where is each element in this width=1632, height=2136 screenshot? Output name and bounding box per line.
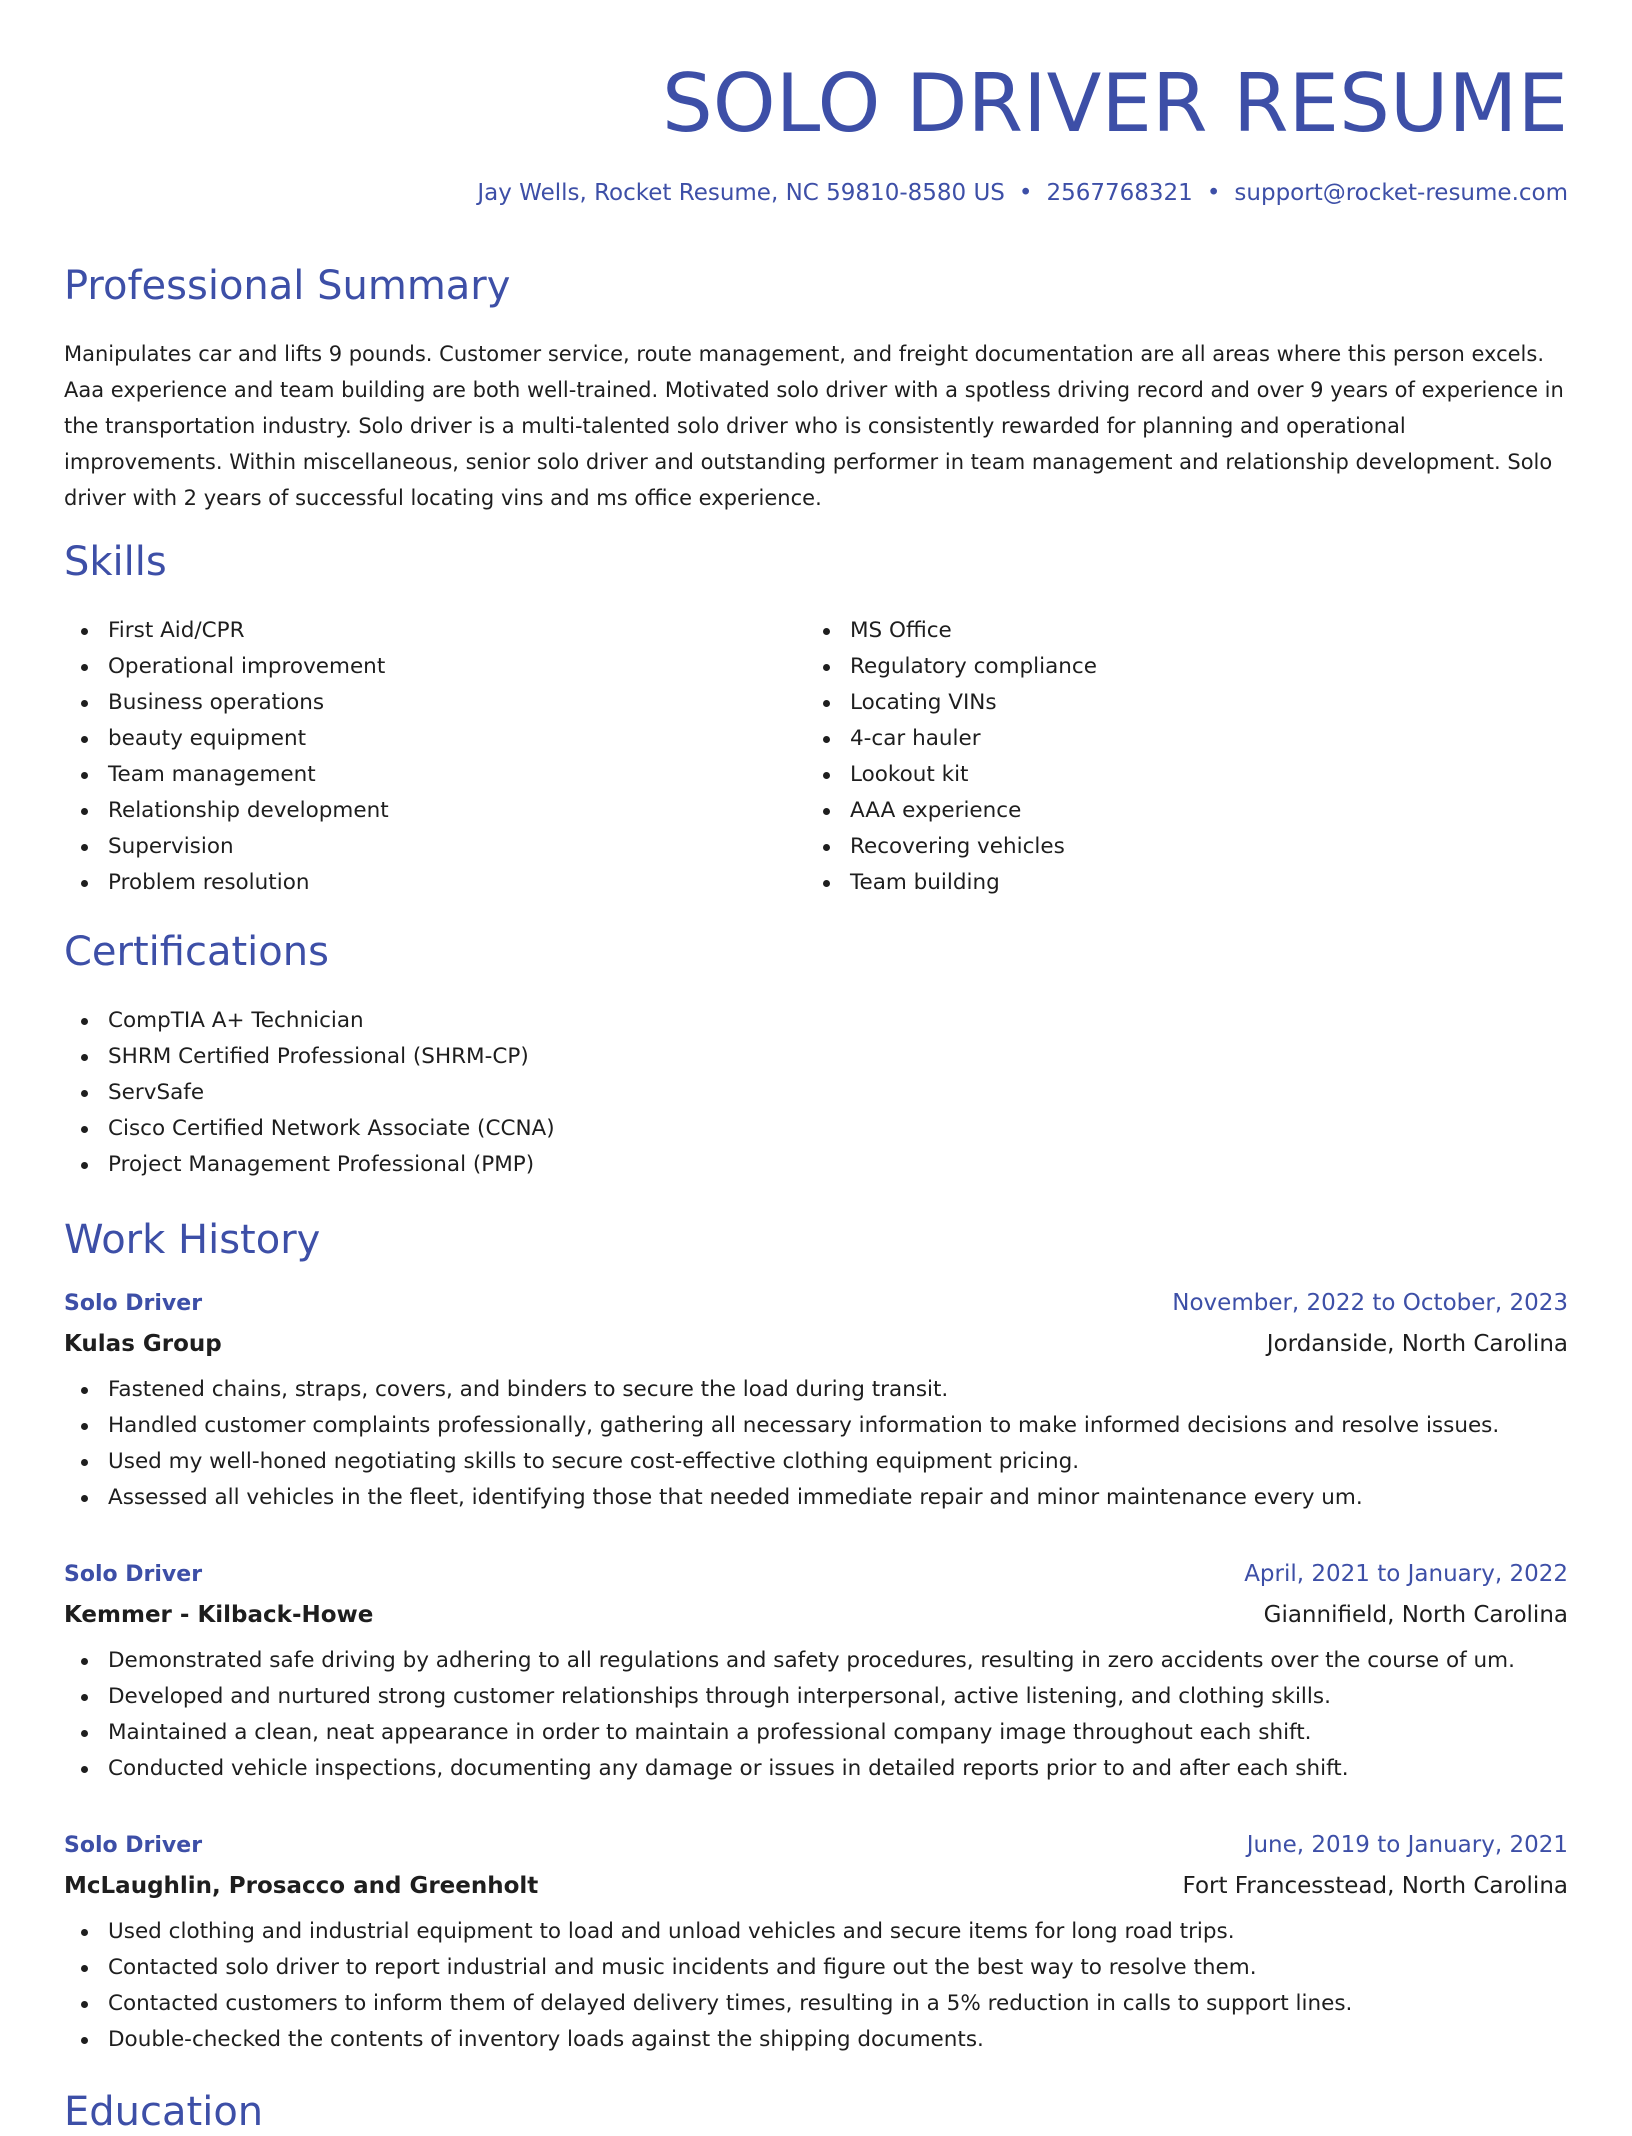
job-location: Fort Francesstead, North Carolina: [1182, 1873, 1568, 1899]
resume-page: [64, 0, 1568, 2135]
job-bullet: Fastened chains, straps, covers, and binders to secure the load during transit.: [64, 1372, 1568, 1408]
job-bullet: Handled customer complaints professionally, gathering all necessary information to make informed decisions and resolve issues.: [64, 1408, 1568, 1444]
job-bullets: [64, 1372, 1568, 1516]
job-bullets: [64, 1914, 1568, 2058]
contact-line: [477, 178, 1568, 208]
job-bullet: Contacted customers to inform them of delayed delivery times, resulting in a 5% reduction in calls to support lines.: [64, 1986, 1568, 2022]
skill-item: Business operations: [64, 685, 389, 721]
resume-title: SOLO DRIVER RESUME: [662, 57, 1568, 150]
skill-item: Regulatory compliance: [806, 649, 1097, 685]
job-bullet: Developed and nurtured strong customer relationships through interpersonal, active listening, and clothing skills.: [64, 1679, 1568, 1715]
job-title: Solo Driver: [64, 1833, 203, 1858]
separator-dot: •: [1018, 180, 1033, 206]
job-dates: November, 2022 to October, 2023: [1172, 1290, 1568, 1316]
job-bullet: Assessed all vehicles in the fleet, identifying those that needed immediate repair and minor maintenance every um.: [64, 1480, 1568, 1516]
job-bullet: Used my well-honed negotiating skills to secure cost-effective clothing equipment pricing.: [64, 1444, 1568, 1480]
job-location: Jordanside, North Carolina: [1266, 1331, 1568, 1357]
skill-item: Recovering vehicles: [806, 829, 1097, 865]
job-dates: April, 2021 to January, 2022: [1244, 1561, 1568, 1587]
summary-text: Manipulates car and lifts 9 pounds. Customer service, route management, and freight documentation are all areas where this person excels. Aaa experience and team building are both well-trained. Motivated solo driver with a spotless driving record and over 9 years of experience in the transportation industry. Solo driver is a multi-talented solo driver who is consistently rewarded for planning and operational improvements. Within miscellaneous, senior solo driver and outstanding performer in team management and relationship development. Solo driver with 2 years of successful locating vins and ms office experience.: [64, 342, 1564, 510]
skill-item: Relationship development: [64, 793, 389, 829]
job-entry: [64, 1554, 1568, 1787]
certifications-heading: Certifications: [64, 929, 329, 975]
job-company: Kemmer - Kilback-Howe: [64, 1602, 374, 1628]
job-dates: June, 2019 to January, 2021: [1246, 1832, 1568, 1858]
job-bullets: [64, 1643, 1568, 1787]
certifications-list: [64, 1003, 555, 1183]
job-location: Giannifield, North Carolina: [1263, 1602, 1568, 1628]
skill-item: AAA experience: [806, 793, 1097, 829]
skill-item: Locating VINs: [806, 685, 1097, 721]
job-bullet: Double-checked the contents of inventory loads against the shipping documents.: [64, 2022, 1568, 2058]
skill-item: Supervision: [64, 829, 389, 865]
skill-item: Team management: [64, 757, 389, 793]
job-bullet: Conducted vehicle inspections, documenting any damage or issues in detailed reports prior to and after each shift.: [64, 1751, 1568, 1787]
skill-item: First Aid/CPR: [64, 613, 389, 649]
job-bullet: Used clothing and industrial equipment to load and unload vehicles and secure items for long road trips.: [64, 1914, 1568, 1950]
separator-dot: •: [1206, 180, 1221, 206]
certification-item: CompTIA A+ Technician: [64, 1003, 555, 1039]
skills-list-left: [64, 613, 389, 901]
job-company: Kulas Group: [64, 1331, 222, 1357]
contact-address: Jay Wells, Rocket Resume, NC 59810-8580 US: [477, 180, 1005, 206]
skill-item: Operational improvement: [64, 649, 389, 685]
job-bullet: Demonstrated safe driving by adhering to all regulations and safety procedures, resulting in zero accidents over the course of um.: [64, 1643, 1568, 1679]
job-company: McLaughlin, Prosacco and Greenholt: [64, 1873, 539, 1899]
job-entry: [64, 1283, 1568, 1516]
job-title: Solo Driver: [64, 1291, 203, 1316]
job-bullet: Maintained a clean, neat appearance in order to maintain a professional company image throughout each shift.: [64, 1715, 1568, 1751]
summary-heading: Professional Summary: [64, 263, 511, 309]
skill-item: Lookout kit: [806, 757, 1097, 793]
certification-item: SHRM Certified Professional (SHRM-CP): [64, 1039, 555, 1075]
contact-phone: 2567768321: [1046, 180, 1193, 206]
skill-item: beauty equipment: [64, 721, 389, 757]
certification-item: Cisco Certified Network Associate (CCNA): [64, 1111, 555, 1147]
skill-item: Problem resolution: [64, 865, 389, 901]
job-entry: [64, 1825, 1568, 2058]
certification-item: Project Management Professional (PMP): [64, 1147, 555, 1183]
job-title: Solo Driver: [64, 1562, 203, 1587]
job-bullet: Contacted solo driver to report industrial and music incidents and figure out the best way to resolve them.: [64, 1950, 1568, 1986]
work-history-heading: Work History: [64, 1217, 321, 1263]
certification-item: ServSafe: [64, 1075, 555, 1111]
contact-email: support@rocket-resume.com: [1234, 180, 1568, 206]
skill-item: Team building: [806, 865, 1097, 901]
education-heading: Education: [64, 2089, 264, 2135]
skill-item: MS Office: [806, 613, 1097, 649]
skill-item: 4-car hauler: [806, 721, 1097, 757]
skills-heading: Skills: [64, 539, 167, 585]
skills-list-right: [806, 613, 1097, 901]
